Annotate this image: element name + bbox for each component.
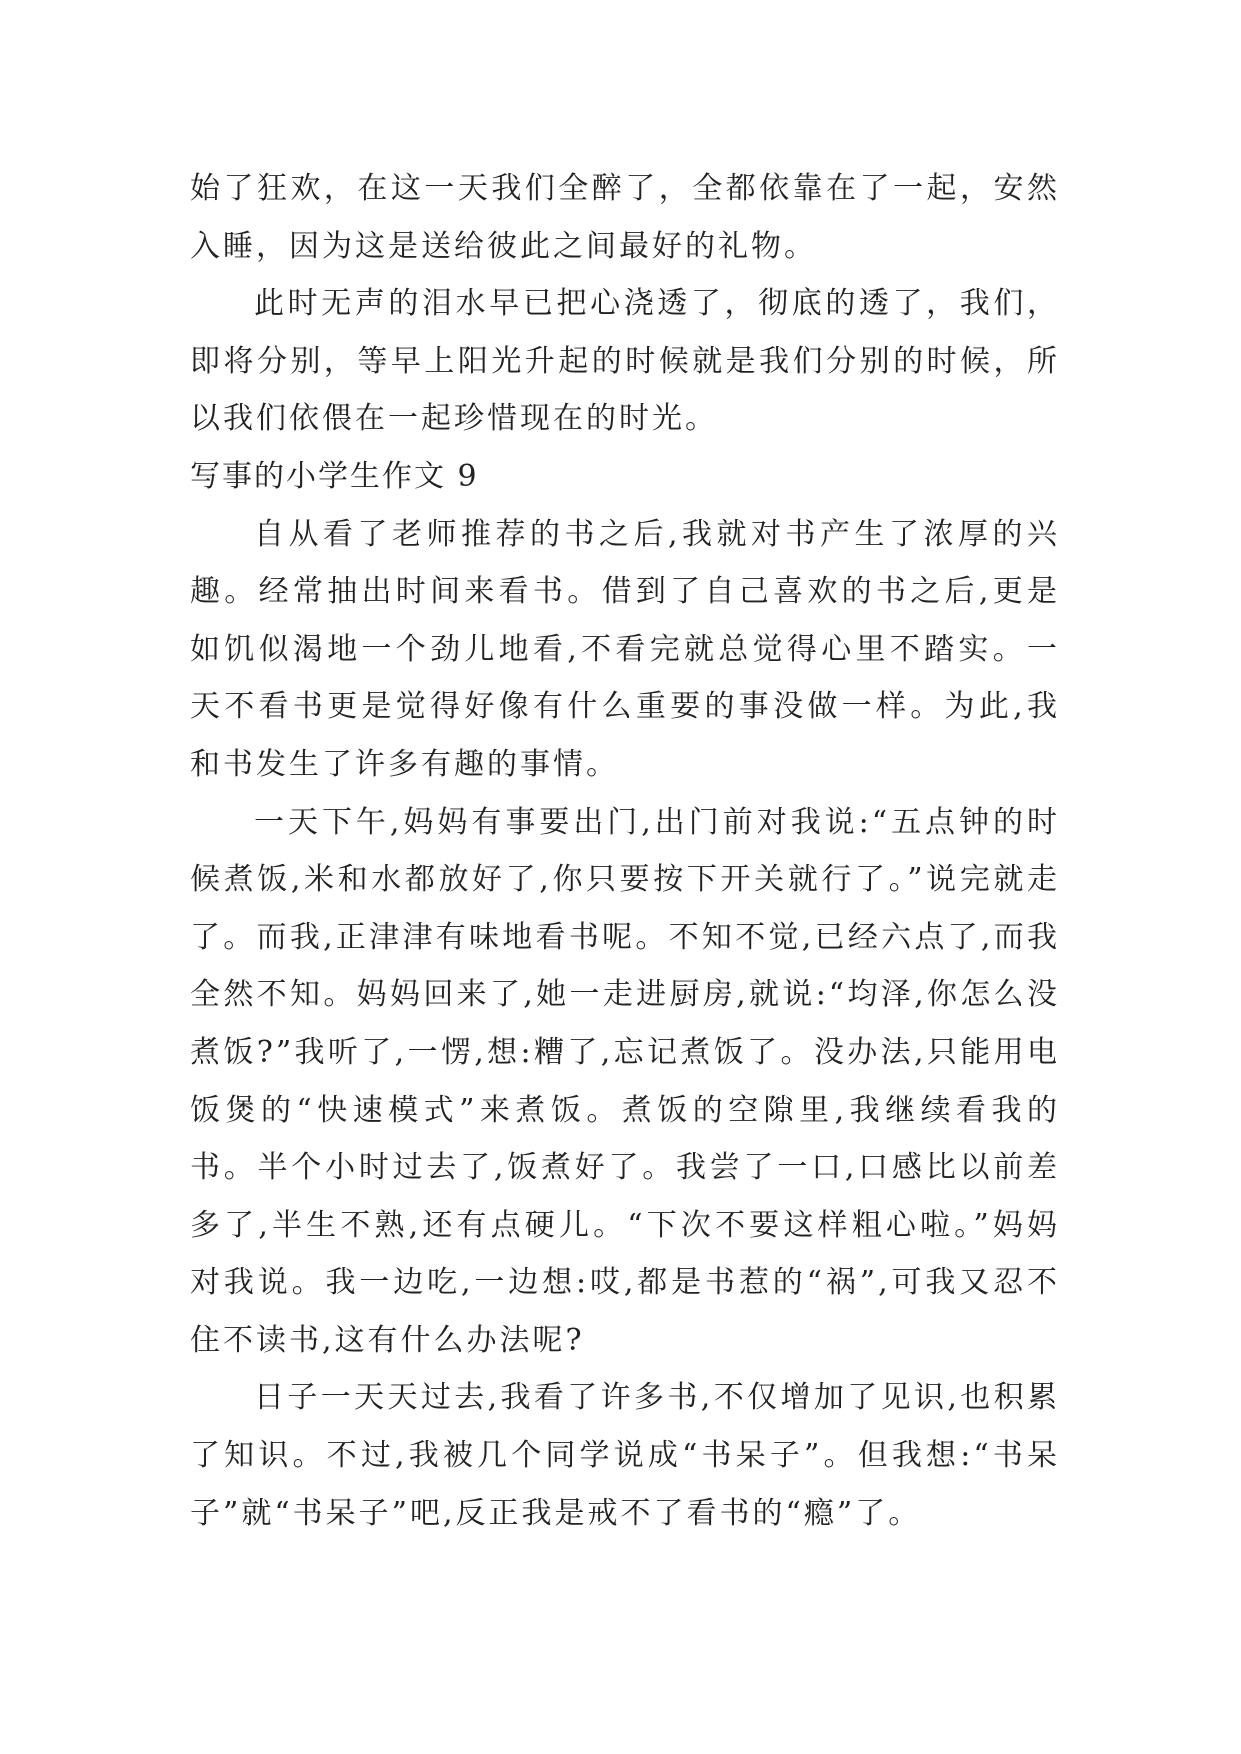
paragraph-cooking-story: 一天下午,妈妈有事要出门,出门前对我说:“五点钟的时候煮饭,米和水都放好了,你只要按下开关就行了。”说完就走了。而我,正津津有味地看书呢。不知不觉,已经六点了,而我全然不知。妈妈回来了,她一走进厨房,就说:“均泽,你怎么没煮饭?”我听了,一愣,想:糟了,忘记煮饭了。没办法,只能用电饭煲的“快速模式”来煮饭。煮饭的空隙里,我继续看我的书。半个小时过去了,饭煮好了。我尝了一口,口感比以前差多了,半生不熟,还有点硬儿。“下次不要这样粗心啦。”妈妈对我说。我一边吃,一边想:哎,都是书惹的“祸”,可我又忍不住不读书,这有什么办法呢? bbox=[190, 804, 1060, 1358]
paragraph-farewell: 此时无声的泪水早已把心浇透了，彻底的透了，我们，即将分别，等早上阳光升起的时候就是我们分别的时候，所以我们依偎在一起珍惜现在的时光。 bbox=[190, 286, 1060, 437]
document-page bbox=[190, 160, 1060, 1542]
paragraph-bookworm: 日子一天天过去,我看了许多书,不仅增加了见识,也积累了知识。不过,我被几个同学说成“书呆子”。但我想:“书呆子”就“书呆子”吧,反正我是戒不了看书的“瘾”了。 bbox=[190, 1380, 1060, 1531]
essay-title: 写事的小学生作文 9 bbox=[190, 458, 479, 494]
paragraph-continuation: 始了狂欢，在这一天我们全醉了，全都依靠在了一起，安然入睡，因为这是送给彼此之间最好的礼物。 bbox=[190, 171, 1060, 264]
paragraph-reading-interest: 自从看了老师推荐的书之后,我就对书产生了浓厚的兴趣。经常抽出时间来看书。借到了自己喜欢的书之后,更是如饥似渴地一个劲儿地看,不看完就总觉得心里不踏实。一天不看书更是觉得好像有什么重要的事没做一样。为此,我和书发生了许多有趣的事情。 bbox=[190, 516, 1060, 782]
